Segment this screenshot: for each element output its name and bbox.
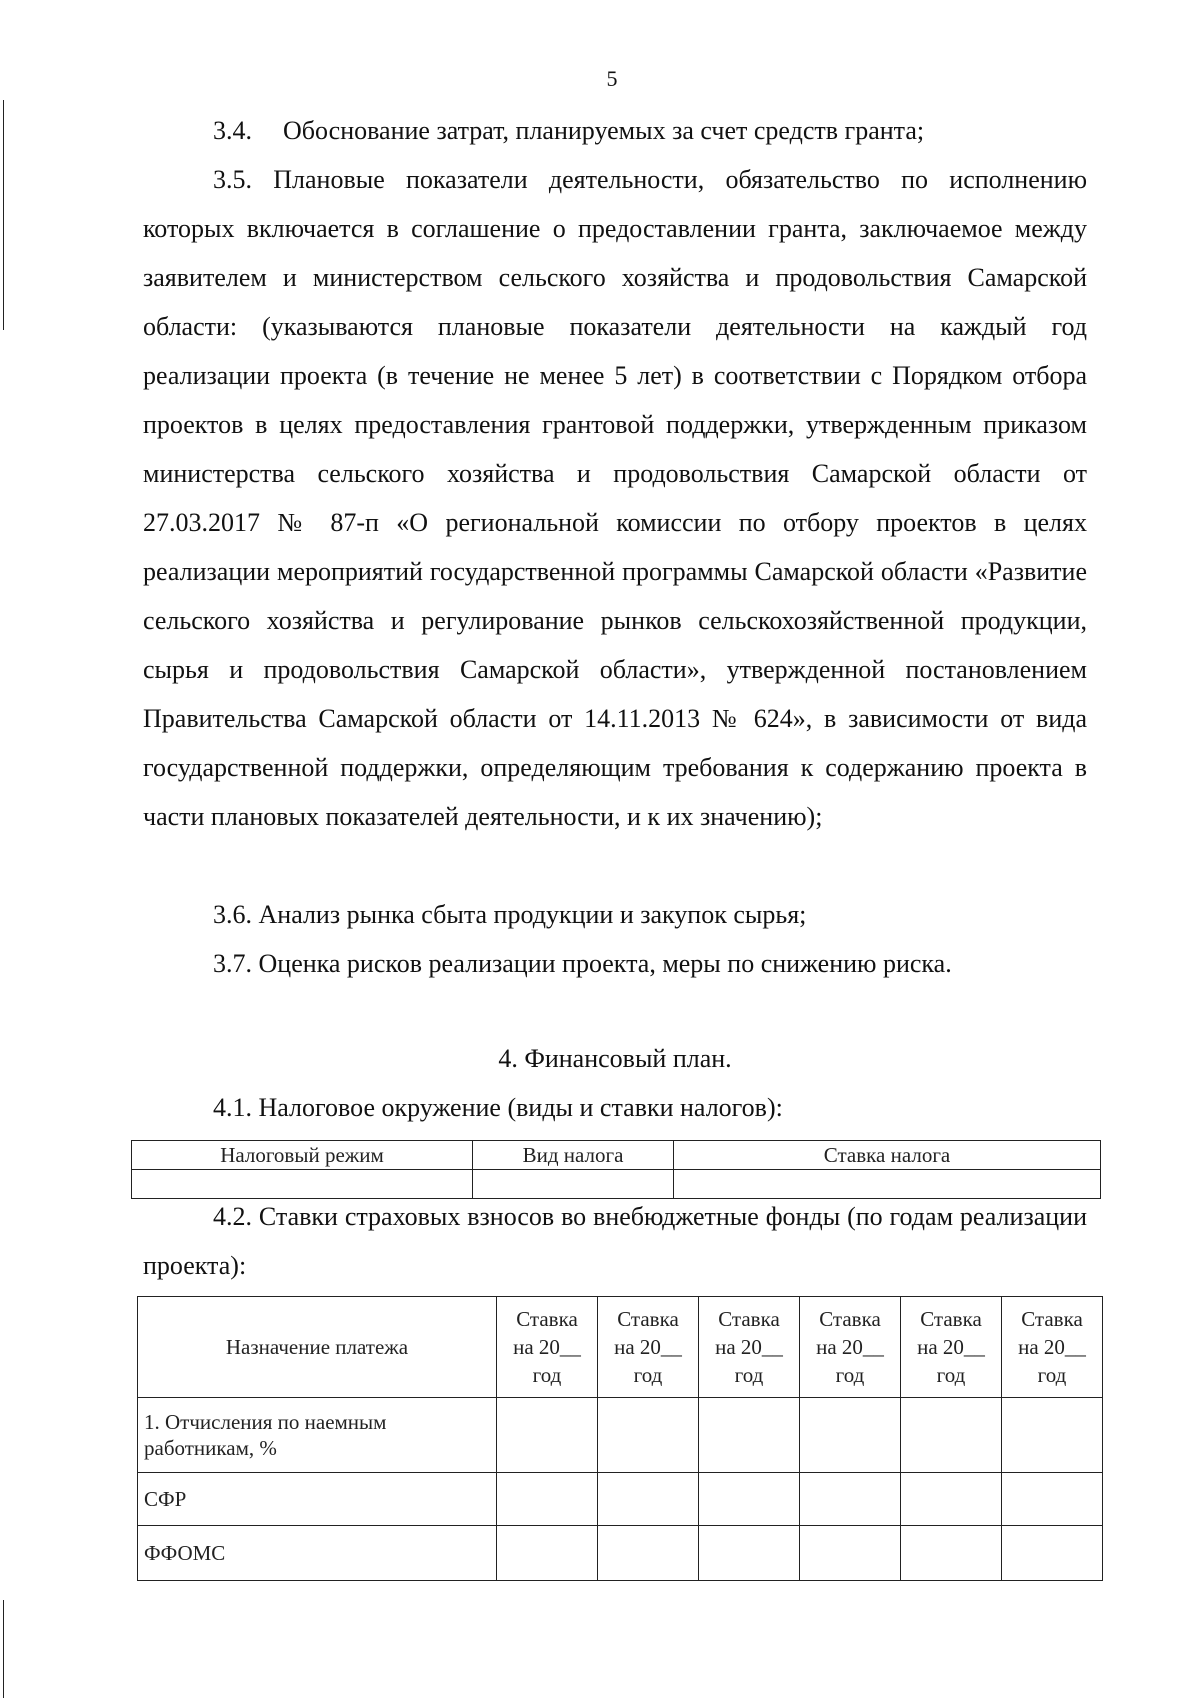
rate-line-1: Ставка [718,1307,780,1331]
insurance-table [137,1296,1103,1581]
rate-line-3: год [1037,1363,1067,1387]
item-3-4 [213,106,924,155]
tax-col-regime: Налоговый режим [132,1141,473,1170]
insurance-row-label: СФР [138,1473,497,1526]
insurance-cell [901,1473,1002,1526]
rate-line-2: на 20__ [715,1335,783,1359]
rate-line-1: Ставка [819,1307,881,1331]
insurance-row-employees [138,1398,1103,1473]
insurance-col-rate-year [1002,1297,1103,1398]
rate-line-2: на 20__ [816,1335,884,1359]
insurance-col-rate-year [598,1297,699,1398]
insurance-cell [800,1473,901,1526]
insurance-cell [1002,1526,1103,1581]
insurance-row-sfr [138,1473,1103,1526]
tax-table [131,1140,1101,1199]
insurance-row-label: ФФОМС [138,1526,497,1581]
rate-line-1: Ставка [516,1307,578,1331]
scan-edge-line [3,1600,4,1698]
insurance-col-rate-year [901,1297,1002,1398]
tax-table-header-row [132,1141,1101,1170]
section-4-title: 4. Финансовый план. [498,1044,732,1073]
insurance-cell [497,1526,598,1581]
insurance-row-ffoms [138,1526,1103,1581]
insurance-cell [699,1473,800,1526]
rate-line-1: Ставка [1021,1307,1083,1331]
item-3-4-number: 3.4. [213,116,252,145]
insurance-cell [800,1398,901,1473]
insurance-row-label: 1. Отчисления по наемным работникам, % [138,1398,497,1473]
insurance-cell [598,1398,699,1473]
insurance-cell [800,1526,901,1581]
rate-line-3: год [936,1363,966,1387]
item-3-7: 3.7. Оценка рисков реализации проекта, меры по снижению риска. [213,949,952,978]
insurance-cell [1002,1398,1103,1473]
item-3-6: 3.6. Анализ рынка сбыта продукции и закупок сырья; [213,900,807,929]
insurance-cell [901,1526,1002,1581]
page-number: 5 [606,66,618,91]
rate-line-3: год [633,1363,663,1387]
item-3-4-text: Обоснование затрат, планируемых за счет средств гранта; [283,116,925,145]
insurance-cell [699,1526,800,1581]
insurance-cell [1002,1473,1103,1526]
rate-line-2: на 20__ [513,1335,581,1359]
insurance-cell [598,1473,699,1526]
rate-line-3: год [734,1363,764,1387]
rate-line-3: год [532,1363,562,1387]
rate-line-2: на 20__ [1018,1335,1086,1359]
item-3-5: 3.5. Плановые показатели деятельности, обязательство по исполнению которых включается в соглашение о предоставлении гранта, заключаемое между заявителем и министерством сельского хозяйства и продовольствия Самарской области: (указываются плановые показатели деятельности на каждый год реализации проекта (в течение не менее 5 лет) в соответствии с Порядком отбора проектов в целях предоставления грантовой поддержки, утвержденным приказом министерства сельского хозяйства и продовольствия Самарской области от 27.03.2017 № 87-п «О региональной комиссии по отбору проектов в целях реализации мероприятий государственной программы Самарской области «Развитие сельского хозяйства и регулирование рынков сельскохозяйственной продукции, сырья и продовольствия Самарской области», утвержденной постановлением Правительства Самарской области от 14.11.2013 № 624», в зависимости от вида государственной поддержки, определяющим требования к содержанию проекта в части плановых показателей деятельности, и к их значению); [143,165,1087,831]
insurance-cell [699,1398,800,1473]
insurance-table-header-row [138,1297,1103,1398]
rate-line-3: год [835,1363,865,1387]
tax-col-rate: Ставка налога [674,1141,1101,1170]
rate-line-2: на 20__ [614,1335,682,1359]
rate-line-1: Ставка [617,1307,679,1331]
scan-edge-line [3,100,4,330]
insurance-col-rate-year [497,1297,598,1398]
rate-line-1: Ставка [920,1307,982,1331]
insurance-col-rate-year [699,1297,800,1398]
rate-line-2: на 20__ [917,1335,985,1359]
insurance-col-purpose: Назначение платежа [138,1297,497,1398]
insurance-cell [901,1398,1002,1473]
item-4-1: 4.1. Налоговое окружение (виды и ставки налогов): [213,1093,783,1122]
tax-col-type: Вид налога [473,1141,674,1170]
insurance-col-rate-year [800,1297,901,1398]
insurance-cell [598,1526,699,1581]
item-4-2: 4.2. Ставки страховых взносов во внебюджетные фонды (по годам реализации проекта): [143,1202,1087,1280]
insurance-cell [497,1398,598,1473]
insurance-cell [497,1473,598,1526]
